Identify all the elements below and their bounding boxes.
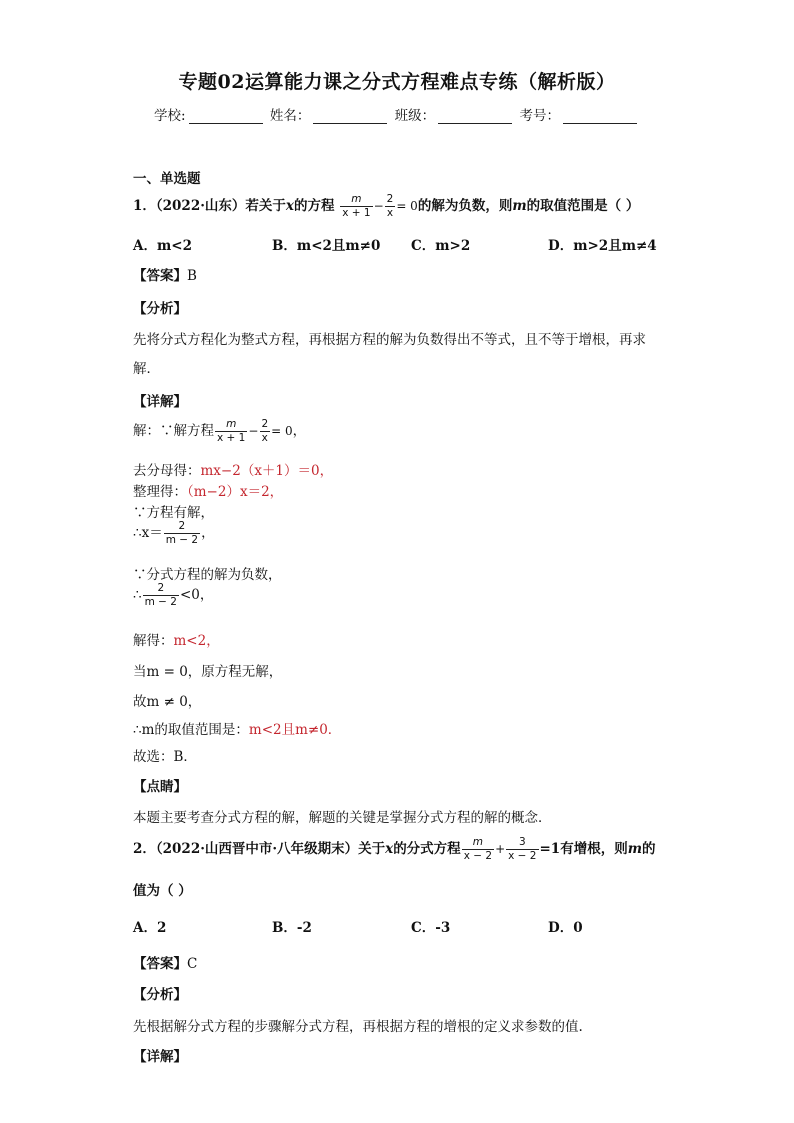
- q2-analysis: 先根据解分式方程的步骤解分式方程，再根据方程的增根的定义求参数的值.: [133, 1019, 583, 1035]
- question-2-stem: [133, 836, 656, 863]
- q1-s2-red: mx−2（x＋1）＝0，: [200, 463, 334, 479]
- q1-s1-f1-num: m: [226, 418, 237, 430]
- q1-s2-text: 去分母得：: [133, 463, 201, 479]
- student-info-line: [0, 104, 794, 124]
- q1-s7-suffix: <0，: [179, 587, 214, 603]
- q1-s5-num: 2: [178, 520, 186, 532]
- q1-s5-den: m − 2: [165, 534, 199, 546]
- q2-suffix: 有增根，则: [560, 841, 628, 857]
- q1-step-3: [133, 480, 283, 500]
- q2-mid: 的分式方程: [393, 841, 461, 857]
- q1-s5-suffix: ，: [201, 525, 215, 541]
- q1-step-2: [133, 459, 333, 479]
- class-label: 班级：: [394, 108, 436, 124]
- q2-option-a[interactable]: A．2: [133, 920, 167, 936]
- q1-fraction-1: [340, 193, 372, 220]
- q1-answer: [133, 264, 197, 284]
- q1-suffix2: 的取值范围是（ ）: [526, 198, 640, 214]
- q1-s1-f1-den: x + 1: [217, 432, 246, 444]
- q1-step-10: 故m ≠ 0，: [133, 694, 202, 710]
- q1-s8-text: 解得：: [133, 633, 174, 649]
- q1-m: m: [512, 198, 527, 214]
- q1-var: x: [285, 198, 294, 214]
- q1-s3-text: 整理得：: [133, 484, 187, 500]
- q1-answer-value: B: [187, 268, 197, 284]
- number-label: 考号：: [519, 108, 560, 124]
- q2-suffix2: 的: [642, 841, 656, 857]
- q1-step-11: [133, 718, 341, 738]
- q2-prefix: 2．（2022·山西晋中市·八年级期末）关于: [133, 841, 386, 857]
- q1-step-6: ∵分式方程的解为负数，: [133, 567, 282, 583]
- q1-option-c[interactable]: C．m>2: [411, 238, 471, 254]
- q2-eq: =1: [539, 841, 561, 857]
- q2-f1-den: x − 2: [463, 850, 493, 862]
- question-2-stem-line-2: 值为（ ）: [133, 883, 192, 899]
- q1-mid: 的方程: [293, 198, 335, 214]
- q1-s1-f2-num: 2: [261, 418, 269, 430]
- q1-s1-f2-den: x: [261, 432, 268, 444]
- page-title: 专题02运算能力课之分式方程难点专练（解析版）: [178, 71, 616, 93]
- q2-detail-label: 【详解】: [133, 1049, 187, 1065]
- q1-s1-fraction-1: [215, 418, 247, 445]
- q1-eq: = 0: [396, 199, 418, 213]
- q1-minus: −: [373, 199, 384, 213]
- q1-analysis-label: 【分析】: [133, 301, 187, 317]
- question-1-stem: [133, 193, 639, 220]
- q1-answer-label: 【答案】: [133, 268, 187, 284]
- q1-f1-den: x + 1: [342, 207, 371, 219]
- q2-var: x: [385, 841, 394, 857]
- name-blank[interactable]: [313, 109, 387, 124]
- q1-s1-suffix: ，: [292, 423, 307, 439]
- q1-prefix: 1．（2022·山东）若关于: [133, 198, 286, 214]
- q1-option-b[interactable]: B．m<2且m≠0: [272, 238, 381, 254]
- name-label: 姓名：: [269, 108, 311, 124]
- q1-step-8: [133, 629, 220, 649]
- q2-m: m: [627, 841, 643, 857]
- q1-analysis-line-2: 解．: [133, 361, 160, 377]
- q1-s11-red: m<2且m≠0．: [248, 722, 342, 738]
- q1-step-7: [133, 582, 213, 609]
- class-blank[interactable]: [438, 109, 512, 124]
- q1-suffix: 的解为负数，则: [417, 198, 513, 214]
- q2-option-d[interactable]: D．0: [548, 920, 583, 936]
- q1-analysis-line-1: 先将分式方程化为整式方程，再根据方程的解为负数得出不等式，且不等于增根，再求: [133, 332, 646, 348]
- q1-s5-fraction: [164, 520, 200, 547]
- q2-fraction-1: [462, 836, 494, 863]
- q2-f2-den: x − 2: [508, 850, 537, 862]
- q1-f2-den: x: [386, 207, 394, 219]
- q2-analysis-label: 【分析】: [133, 987, 187, 1003]
- q2-plus: +: [495, 842, 506, 856]
- section-heading: 一、单选题: [133, 171, 201, 187]
- q2-option-c[interactable]: C．-3: [411, 920, 451, 936]
- q1-option-a[interactable]: A．m<2: [133, 238, 192, 254]
- q1-s3-red: （m−2）x＝2，: [187, 484, 284, 500]
- q1-step-12: 故选：B．: [133, 749, 197, 765]
- q1-f2-num: 2: [386, 193, 394, 205]
- number-blank[interactable]: [563, 109, 637, 124]
- q2-option-b[interactable]: B．-2: [272, 920, 312, 936]
- q1-s7-num: 2: [157, 582, 165, 594]
- q1-detail-label: 【详解】: [133, 394, 187, 410]
- q1-s5-prefix: ∴x＝: [133, 525, 163, 541]
- q1-step-4: ∵方程有解，: [133, 505, 214, 521]
- q1-step-9: 当m = 0，原方程无解，: [133, 664, 283, 680]
- q1-option-d[interactable]: D．m>2且m≠4: [548, 238, 657, 254]
- q2-fraction-2: [506, 836, 538, 863]
- q1-step-5: [133, 520, 215, 547]
- q1-fraction-2: [385, 193, 396, 220]
- q2-answer-value: C: [187, 956, 198, 972]
- q1-s7-den: m − 2: [144, 596, 177, 608]
- q2-answer-label: 【答案】: [133, 956, 187, 972]
- q1-f1-num: m: [351, 193, 362, 205]
- q1-s7-prefix: ∴: [133, 587, 142, 603]
- q1-s1-minus: −: [248, 424, 259, 438]
- q1-s1-eq: = 0: [271, 424, 293, 438]
- q1-step-1: [133, 418, 306, 445]
- school-blank[interactable]: [189, 109, 263, 124]
- q2-f1-num: m: [472, 836, 483, 848]
- q1-comment-label: 【点睛】: [133, 779, 187, 795]
- q1-s7-fraction: [143, 582, 179, 609]
- q1-s1-prefix: 解：∵解方程: [133, 423, 214, 439]
- q2-f2-num: 3: [518, 836, 526, 848]
- q1-s11-text: ∴m的取值范围是：: [133, 722, 249, 738]
- q1-s8-red: m<2，: [173, 633, 220, 649]
- q1-s1-fraction-2: [259, 418, 270, 445]
- q1-comment: 本题主要考查分式方程的解，解题的关键是掌握分式方程的解的概念．: [133, 810, 552, 826]
- school-label: 学校:: [154, 108, 186, 124]
- q2-answer: [133, 952, 197, 972]
